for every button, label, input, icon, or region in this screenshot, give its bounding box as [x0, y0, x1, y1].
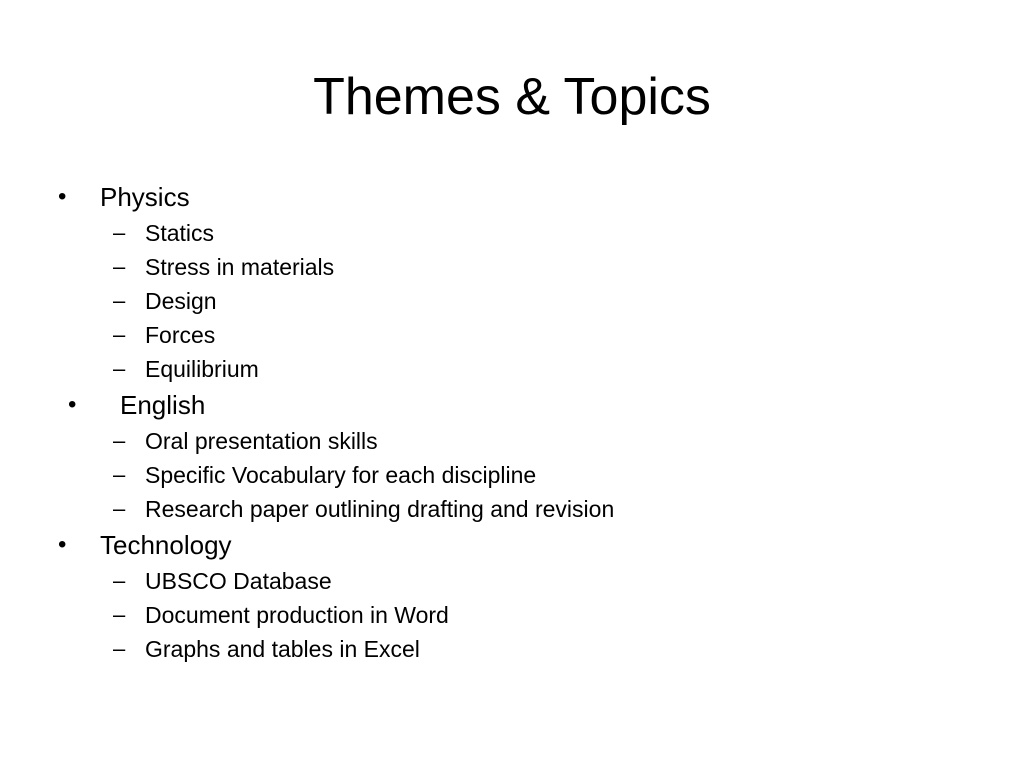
sub-item-label: Graphs and tables in Excel	[145, 636, 420, 662]
dash-marker: –	[113, 220, 126, 245]
sub-item-label: Oral presentation skills	[145, 428, 378, 454]
bullet-marker: •	[68, 391, 77, 418]
dash-marker: –	[113, 288, 126, 313]
dash-marker: –	[113, 254, 126, 279]
dash-marker: –	[113, 462, 126, 487]
bullet-marker: •	[58, 531, 67, 558]
dash-marker: –	[113, 496, 126, 521]
dash-marker: –	[113, 636, 126, 661]
sub-item-label: Statics	[145, 220, 215, 246]
bullet-label: Physics	[100, 182, 190, 212]
dash-marker: –	[113, 322, 126, 347]
sub-item-label: Research paper outlining drafting and revision	[145, 496, 615, 522]
dash-marker: –	[113, 602, 126, 627]
bullet-label: Technology	[100, 530, 232, 560]
sub-item-label: Design	[145, 288, 217, 314]
slide-title: Themes & Topics	[313, 68, 711, 126]
bullet-label: English	[120, 390, 206, 420]
dash-marker: –	[113, 568, 126, 593]
dash-marker: –	[113, 428, 126, 453]
sub-item-label: Document production in Word	[145, 602, 449, 628]
sub-item-label: Stress in materials	[145, 254, 335, 280]
sub-item-label: Forces	[145, 322, 216, 348]
dash-marker: –	[113, 356, 126, 381]
bullet-marker: •	[58, 183, 67, 210]
sub-item-label: Specific Vocabulary for each discipline	[145, 462, 537, 488]
sub-item-label: Equilibrium	[145, 356, 259, 382]
sub-item-label: UBSCO Database	[145, 568, 332, 594]
